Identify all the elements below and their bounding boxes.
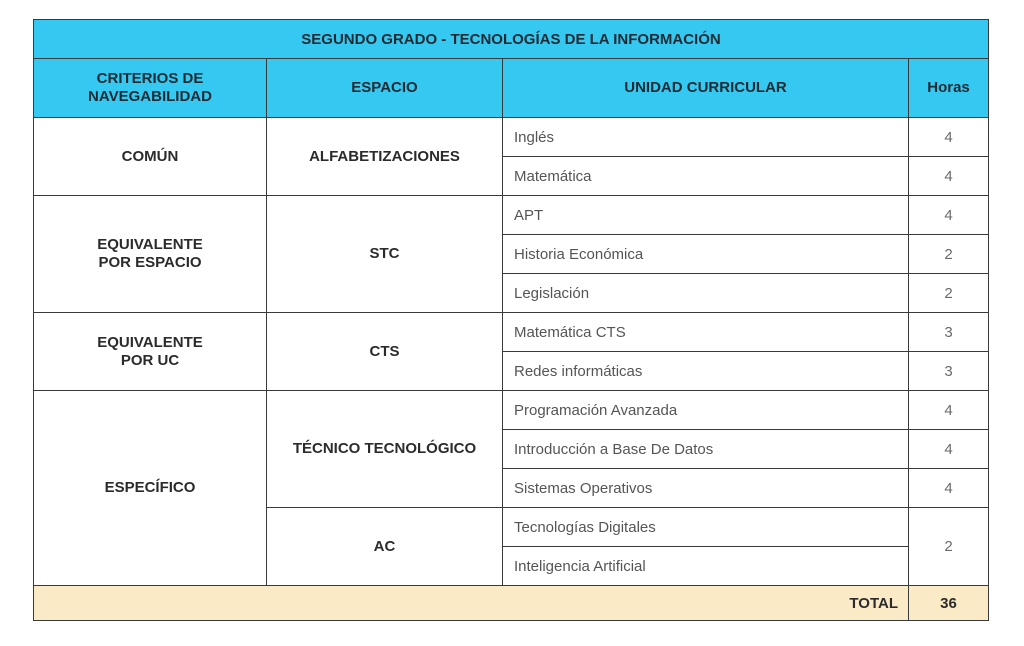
- header-criterios: CRITERIOS DE NAVEGABILIDAD: [34, 59, 267, 118]
- unidad-cell: Introducción a Base De Datos: [503, 430, 909, 469]
- unidad-cell: Inglés: [503, 118, 909, 157]
- unidad-cell: Legislación: [503, 274, 909, 313]
- horas-cell: 4: [909, 430, 989, 469]
- curriculum-table-container: [33, 19, 988, 621]
- table-row: [34, 118, 989, 157]
- header-espacio: ESPACIO: [267, 59, 503, 118]
- unidad-cell: Matemática CTS: [503, 313, 909, 352]
- unidad-cell: Redes informáticas: [503, 352, 909, 391]
- unidad-cell: Tecnologías Digitales: [503, 508, 909, 547]
- horas-cell: 2: [909, 274, 989, 313]
- header-horas: Horas: [909, 59, 989, 118]
- criterio-cell: EQUIVALENTE POR UC: [34, 313, 267, 391]
- criterio-cell: COMÚN: [34, 118, 267, 196]
- espacio-cell: CTS: [267, 313, 503, 391]
- horas-cell: 3: [909, 352, 989, 391]
- curriculum-table: [33, 19, 989, 621]
- unidad-cell: Sistemas Operativos: [503, 469, 909, 508]
- table-header-row: [34, 59, 989, 118]
- espacio-cell: STC: [267, 196, 503, 313]
- horas-cell: 2: [909, 235, 989, 274]
- espacio-cell: AC: [267, 508, 503, 586]
- espacio-cell: ALFABETIZACIONES: [267, 118, 503, 196]
- unidad-cell: Matemática: [503, 157, 909, 196]
- table-row: [34, 313, 989, 352]
- unidad-cell: Historia Económica: [503, 235, 909, 274]
- horas-cell: 4: [909, 157, 989, 196]
- header-unidad-curricular: UNIDAD CURRICULAR: [503, 59, 909, 118]
- criterio-cell: ESPECÍFICO: [34, 391, 267, 586]
- total-row: [34, 586, 989, 621]
- horas-cell: 4: [909, 391, 989, 430]
- horas-cell: 4: [909, 118, 989, 157]
- table-row: [34, 391, 989, 430]
- horas-cell: 3: [909, 313, 989, 352]
- total-label: TOTAL: [34, 586, 909, 621]
- espacio-cell: TÉCNICO TECNOLÓGICO: [267, 391, 503, 508]
- table-row: [34, 196, 989, 235]
- total-value: 36: [909, 586, 989, 621]
- table-title: SEGUNDO GRADO - TECNOLOGÍAS DE LA INFORMACIÓN: [34, 20, 989, 59]
- criterio-cell: EQUIVALENTE POR ESPACIO: [34, 196, 267, 313]
- unidad-cell: Inteligencia Artificial: [503, 547, 909, 586]
- table-title-row: [34, 20, 989, 59]
- unidad-cell: Programación Avanzada: [503, 391, 909, 430]
- unidad-cell: APT: [503, 196, 909, 235]
- horas-cell: 2: [909, 508, 989, 586]
- horas-cell: 4: [909, 196, 989, 235]
- horas-cell: 4: [909, 469, 989, 508]
